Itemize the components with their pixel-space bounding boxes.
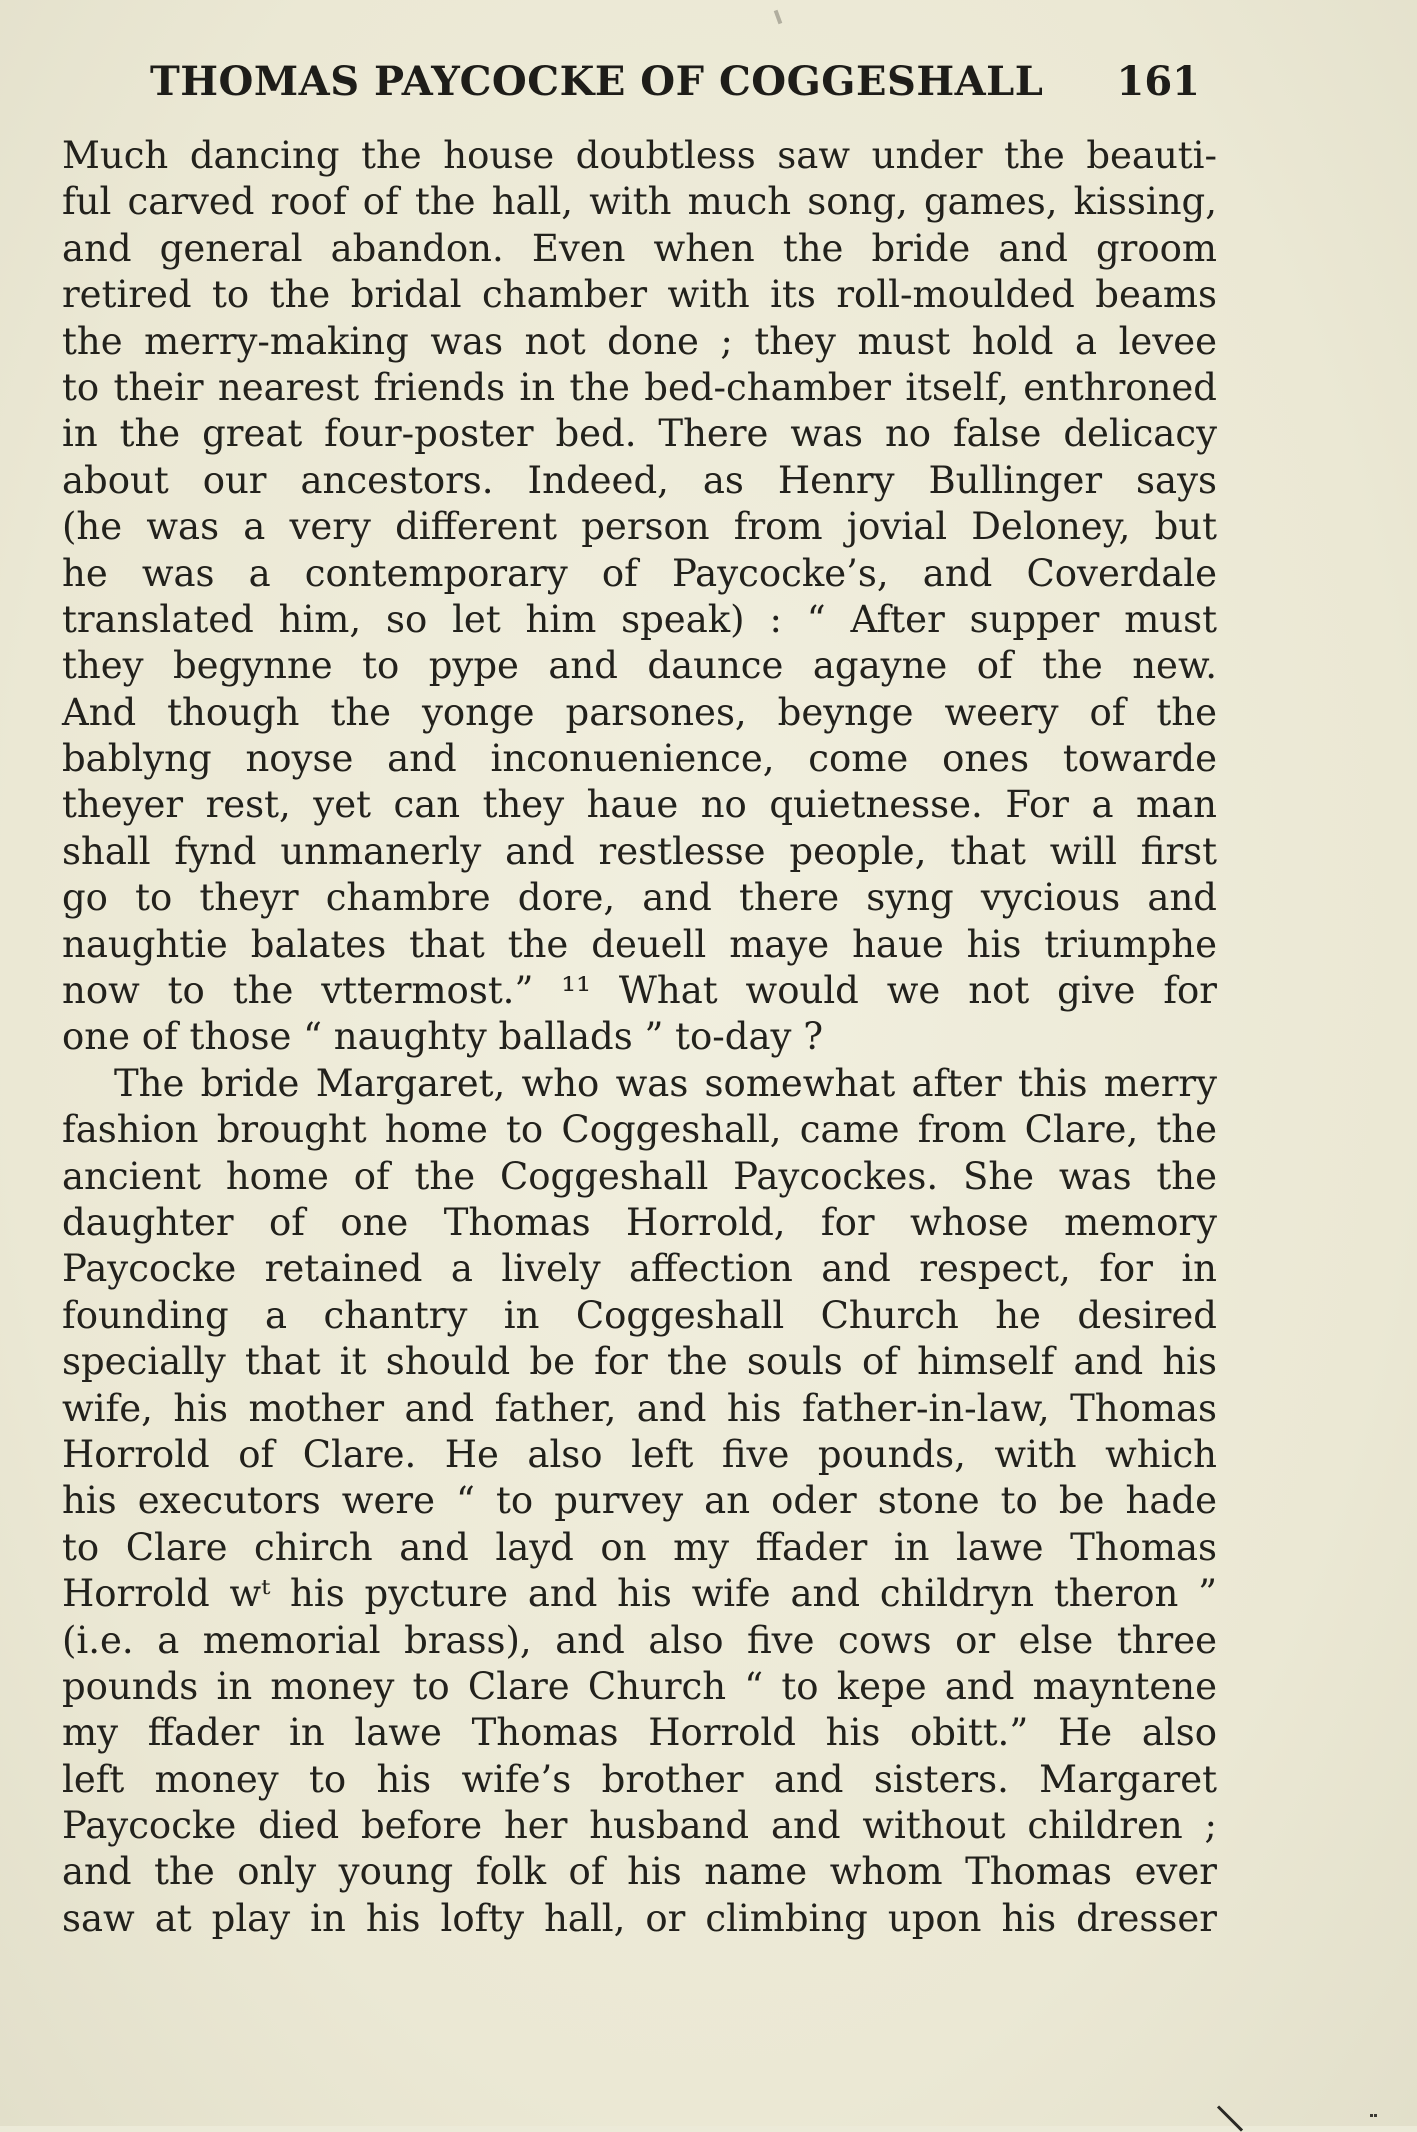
running-title: THOMAS PAYCOCKE OF COGGESHALL (150, 58, 1044, 105)
text-line: retired to the bridal chamber with its roll-moulded beams (62, 273, 1217, 317)
text-line: to Clare chirch and layd on my ffader in lawe Thomas (62, 1525, 1217, 1569)
text-line: they begynne to pype and daunce agayne of the new. (62, 644, 1217, 688)
text-line: my ffader in lawe Thomas Horrold his obitt.” He also (62, 1711, 1217, 1755)
text-line: go to theyr chambre dore, and there syng vycious and (62, 876, 1217, 920)
text-line: in the great four-poster bed. There was no false delicacy (62, 412, 1217, 456)
paragraph-2 (62, 1061, 1217, 1942)
paper-speck (774, 10, 783, 25)
text-line: to their nearest friends in the bed-chamber itself, enthroned (62, 365, 1217, 409)
text-line: saw at play in his lofty hall, or climbing upon his dresser (62, 1896, 1217, 1940)
text-line: bablyng noyse and inconuenience, come ones towarde (62, 737, 1217, 781)
text-line: the merry-making was not done ; they must hold a levee (62, 319, 1217, 363)
pencil-mark (1217, 2105, 1243, 2131)
text-line: (he was a very different person from jovial Deloney, but (62, 505, 1217, 549)
paragraph-1 (62, 133, 1217, 1061)
page-number: 161 (1116, 58, 1200, 105)
text-line: and general abandon. Even when the bride and groom (62, 226, 1217, 270)
text-line: his executors were “ to purvey an oder stone to be hade (62, 1479, 1217, 1523)
body-text (62, 133, 1217, 1942)
text-line: ancient home of the Coggeshall Paycockes. She was the (62, 1154, 1217, 1198)
text-line: translated him, so let him speak) : “ After supper must (62, 597, 1217, 641)
text-line: he was a contemporary of Paycocke’s, and Coverdale (62, 551, 1217, 595)
text-line: founding a chantry in Coggeshall Church he desired (62, 1293, 1217, 1337)
text-line: The bride Margaret, who was somewhat after this merry (114, 1061, 1217, 1105)
text-line: daughter of one Thomas Horrold, for whose memory (62, 1200, 1217, 1244)
text-line: now to the vttermost.” ¹¹ What would we not give for (62, 969, 1217, 1013)
text-line: (i.e. a memorial brass), and also five cows or else three (62, 1618, 1217, 1662)
text-line: and the only young folk of his name whom Thomas ever (62, 1850, 1217, 1894)
text-line: ful carved roof of the hall, with much song, games, kissing, (62, 180, 1217, 224)
running-header (150, 58, 1200, 118)
text-line: wife, his mother and father, and his father-in-law, Thomas (62, 1386, 1217, 1430)
text-line: Paycocke retained a lively affection and respect, for in (62, 1247, 1217, 1291)
text-line: one of those “ naughty ballads ” to-day ? (62, 1015, 824, 1059)
text-line: left money to his wife’s brother and sisters. Margaret (62, 1757, 1217, 1801)
text-line: Paycocke died before her husband and without children ; (62, 1804, 1217, 1848)
text-line: And though the yonge parsones, beynge weery of the (62, 690, 1217, 734)
text-line: naughtie balates that the deuell maye haue his triumphe (62, 922, 1217, 966)
paper-speck (1370, 2114, 1374, 2127)
text-line: pounds in money to Clare Church “ to kepe and mayntene (62, 1664, 1217, 1708)
text-line: specially that it should be for the souls of himself and his (62, 1340, 1217, 1384)
text-line: shall fynd unmanerly and restlesse people, that will first (62, 829, 1217, 873)
text-line: Much dancing the house doubtless saw under the beauti- (62, 134, 1217, 177)
text-line: Horrold of Clare. He also left five pounds, with which (62, 1432, 1217, 1476)
text-line: fashion brought home to Coggeshall, came from Clare, the (62, 1108, 1217, 1152)
text-line: about our ancestors. Indeed, as Henry Bullinger says (62, 458, 1217, 502)
text-line: theyer rest, yet can they haue no quietnesse. For a man (62, 783, 1217, 827)
text-line: Horrold wᵗ his pycture and his wife and childryn theron ” (62, 1572, 1217, 1616)
